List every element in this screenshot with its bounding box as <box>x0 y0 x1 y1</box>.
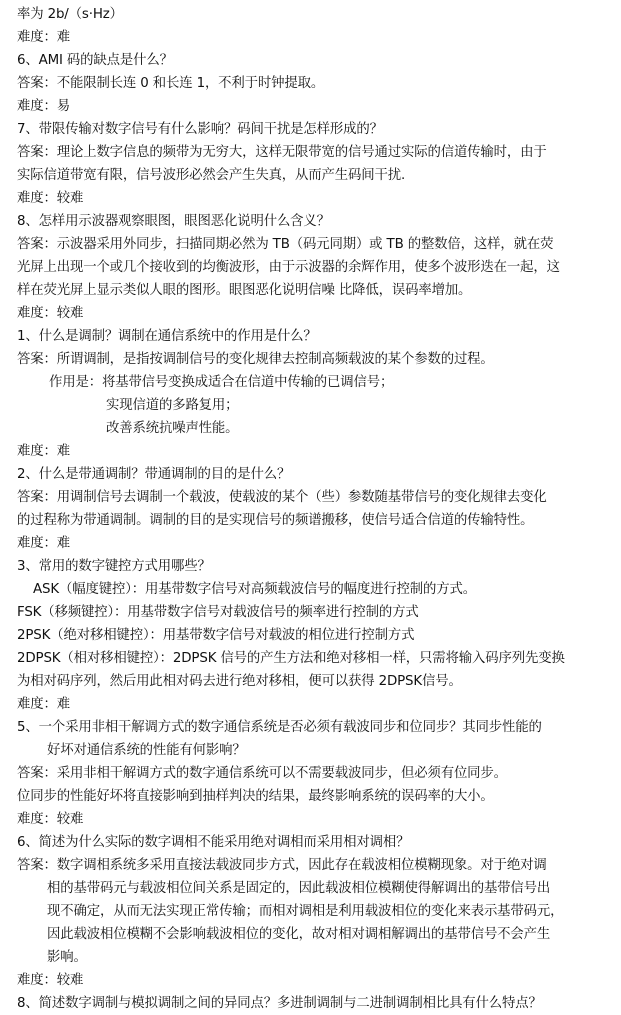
answer-line: 因此载波相位模糊不会影响载波相位的变化，故对相对调相解调出的基带信号不会产生 <box>47 927 551 942</box>
difficulty-label: 难度：较难 <box>17 306 84 321</box>
answer-line: 的过程称为带通调制。调制的目的是实现信号的频谱搬移，使信号适合信道的传输特性。 <box>17 513 534 528</box>
answer-line: 光屏上出现一个或几个接收到的均衡波形，由于示波器的余辉作用，使多个波形迭在一起，这 <box>17 260 560 275</box>
answer-line: 答案：用调制信号去调制一个载波，使载波的某个（些）参数随基带信号的变化规律去变化 <box>17 490 547 505</box>
question-heading: 2、什么是带通调制？带通调制的目的是什么？ <box>17 467 291 482</box>
answer-line: 答案：所谓调制，是指按调制信号的变化规律去控制高频载波的某个参数的过程。 <box>17 352 494 367</box>
answer-line: 相的基带码元与载波相位间关系是固定的，因此载波相位模糊使得解调出的基带信号出 <box>47 881 551 896</box>
question-heading: 6、AMI 码的缺点是什么？ <box>17 53 173 68</box>
question-heading: 3、常用的数字键控方式用哪些？ <box>17 559 211 574</box>
answer-line: 答案：数字调相系统多采用直接法载波同步方式，因此存在载波相位模糊现象。对于绝对调 <box>17 858 547 873</box>
question-heading: 好坏对通信系统的性能有何影响？ <box>47 743 246 758</box>
question-heading: 1、什么是调制？调制在通信系统中的作用是什么？ <box>17 329 317 344</box>
answer-line: 答案：不能限制长连 0 和长连 1，不利于时钟提取。 <box>17 76 325 91</box>
answer-line: 答案：采用非相干解调方式的数字通信系统可以不需要载波同步，但必须有位同步。 <box>17 766 507 781</box>
answer-line: 实际信道带宽有限，信号波形必然会产生失真，从而产生码间干扰. <box>17 168 406 183</box>
difficulty-label: 难度：易 <box>17 99 70 114</box>
text-line: 率为 2b/（s·Hz） <box>17 7 123 22</box>
question-heading: 5、一个采用非相干解调方式的数字通信系统是否必须有载波同步和位同步？其同步性能的 <box>17 720 542 735</box>
difficulty-label: 难度：较难 <box>17 191 84 206</box>
answer-line: 答案：示波器采用外同步，扫描同期必然为 TB（码元同期）或 TB 的整数倍，这样，就在荧 <box>17 237 554 252</box>
question-heading: 8、怎样用示波器观察眼图，眼图恶化说明什么含义？ <box>17 214 330 229</box>
answer-line: 作用是：将基带信号变换成适合在信道中传输的已调信号； <box>49 375 394 390</box>
answer-line: 为相对码序列，然后用此相对码去进行绝对移相，便可以获得 2DPSK信号。 <box>17 674 462 689</box>
answer-line: FSK（移频键控）：用基带数字信号对载波信号的频率进行控制的方式 <box>17 605 419 620</box>
answer-line: 现不确定，从而无法实现正常传输；而相对调相是利用载波相位的变化来表示基带码元， <box>47 904 564 919</box>
difficulty-label: 难度：难 <box>17 697 70 712</box>
difficulty-label: 难度：难 <box>17 444 70 459</box>
answer-line: 答案：理论上数字信息的频带为无穷大，这样无限带宽的信号通过实际的信道传输时，由于 <box>17 145 547 160</box>
answer-line: ASK（幅度键控）：用基带数字信号对高频载波信号的幅度进行控制的方式。 <box>33 582 476 597</box>
answer-line: 2DPSK（相对移相键控）：2DPSK 信号的产生方法和绝对移相一样，只需将输入码序列先变换 <box>17 651 565 666</box>
answer-line: 样在荧光屏上显示类似人眼的图形。眼图恶化说明信噪 比降低，误码率增加。 <box>17 283 472 298</box>
difficulty-label: 难度：较难 <box>17 812 84 827</box>
question-heading: 7、带限传输对数字信号有什么影响？码间干扰是怎样形成的？ <box>17 122 383 137</box>
answer-line: 位同步的性能好坏将直接影响到抽样判决的结果，最终影响系统的误码率的大小。 <box>17 789 494 804</box>
difficulty-label: 难度：难 <box>17 30 70 45</box>
answer-line: 影响。 <box>47 950 87 965</box>
answer-line: 改善系统抗噪声性能。 <box>106 421 239 436</box>
difficulty-label: 难度：难 <box>17 536 70 551</box>
difficulty-label: 难度：较难 <box>17 973 84 988</box>
question-heading: 8、简述数字调制与模拟调制之间的异同点？多进制调制与二进制调制相比具有什么特点？ <box>17 996 542 1011</box>
answer-line: 2PSK（绝对移相键控）：用基带数字信号对载波的相位进行控制方式 <box>17 628 415 643</box>
answer-line: 实现信道的多路复用； <box>106 398 239 413</box>
question-heading: 6、简述为什么实际的数字调相不能采用绝对调相而采用相对调相？ <box>17 835 410 850</box>
